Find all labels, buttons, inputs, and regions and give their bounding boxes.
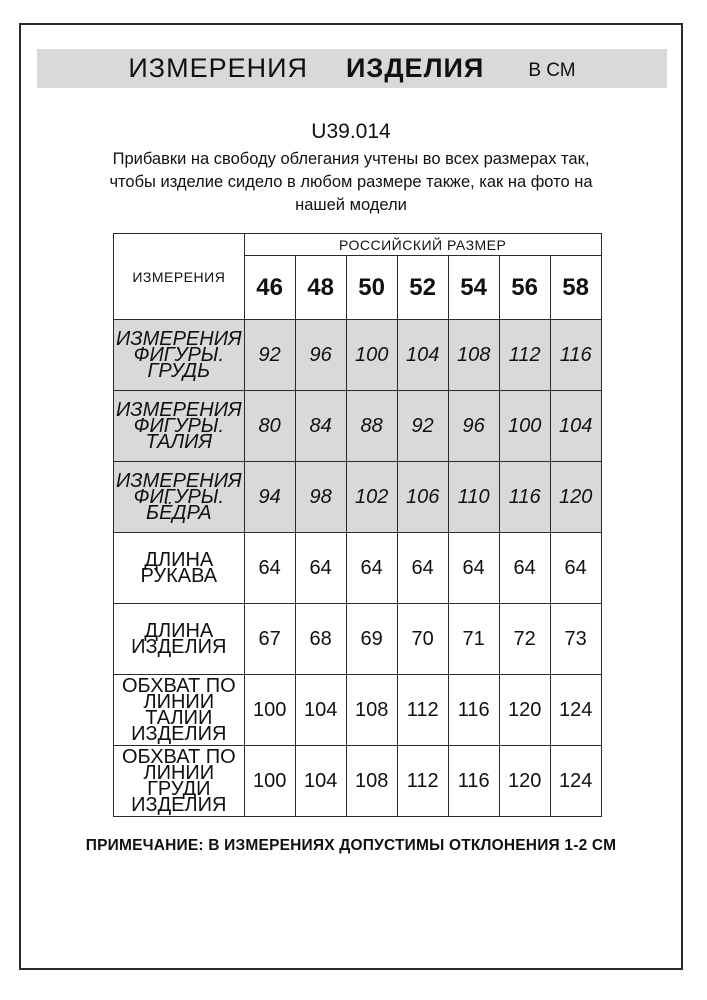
measurement-cell: 108 bbox=[346, 675, 397, 746]
measurement-cell: 92 bbox=[244, 320, 295, 391]
size-column-header-48: 48 bbox=[295, 256, 346, 320]
measurement-cell: 73 bbox=[550, 604, 601, 675]
measurement-cell: 70 bbox=[397, 604, 448, 675]
measurement-cell: 110 bbox=[448, 462, 499, 533]
measurement-cell: 124 bbox=[550, 675, 601, 746]
measurement-cell: 112 bbox=[397, 746, 448, 817]
row-label-product-length: ДЛИНА ИЗДЕЛИЯ bbox=[114, 604, 245, 675]
measurement-cell: 116 bbox=[550, 320, 601, 391]
page-border bbox=[19, 23, 683, 970]
measurement-cell: 69 bbox=[346, 604, 397, 675]
measurement-cell: 102 bbox=[346, 462, 397, 533]
measurement-cell: 104 bbox=[550, 391, 601, 462]
size-column-header-52: 52 bbox=[397, 256, 448, 320]
measurements-corner-cell: ИЗМЕРЕНИЯ bbox=[114, 234, 245, 320]
measurement-cell: 104 bbox=[295, 675, 346, 746]
row-label-figure-waist: ИЗМЕРЕНИЯ ФИГУРЫ. ТАЛИЯ bbox=[114, 391, 245, 462]
measurement-cell: 96 bbox=[448, 391, 499, 462]
row-figure-chest bbox=[114, 320, 602, 391]
measurement-cell: 94 bbox=[244, 462, 295, 533]
measurement-cell: 100 bbox=[346, 320, 397, 391]
measurement-cell: 64 bbox=[295, 533, 346, 604]
measurement-cell: 100 bbox=[499, 391, 550, 462]
measurement-cell: 84 bbox=[295, 391, 346, 462]
description-paragraph bbox=[21, 148, 681, 217]
row-product-waist-girth bbox=[114, 675, 602, 746]
measurement-cell: 68 bbox=[295, 604, 346, 675]
measurement-cell: 80 bbox=[244, 391, 295, 462]
row-figure-hips bbox=[114, 462, 602, 533]
title-product-label: ИЗДЕЛИЯ bbox=[346, 53, 485, 83]
row-label-sleeve-length: ДЛИНА РУКАВА bbox=[114, 533, 245, 604]
measurement-cell: 112 bbox=[499, 320, 550, 391]
measurement-cell: 64 bbox=[244, 533, 295, 604]
note-text: ПРИМЕЧАНИЕ: В ИЗМЕРЕНИЯХ ДОПУСТИМЫ ОТКЛОНЕНИЯ 1-2 СМ bbox=[85, 837, 617, 854]
measurement-cell: 96 bbox=[295, 320, 346, 391]
row-label-figure-chest: ИЗМЕРЕНИЯ ФИГУРЫ. ГРУДЬ bbox=[114, 320, 245, 391]
row-figure-waist bbox=[114, 391, 602, 462]
size-column-header-46: 46 bbox=[244, 256, 295, 320]
description-line-3: нашей модели bbox=[295, 196, 407, 214]
measurement-cell: 64 bbox=[448, 533, 499, 604]
product-code: U39.014 bbox=[311, 120, 391, 143]
row-product-length bbox=[114, 604, 602, 675]
measurement-cell: 100 bbox=[244, 675, 295, 746]
measurement-cell: 112 bbox=[397, 675, 448, 746]
size-column-header-56: 56 bbox=[499, 256, 550, 320]
measurement-cell: 71 bbox=[448, 604, 499, 675]
measurement-cell: 64 bbox=[346, 533, 397, 604]
measurement-cell: 67 bbox=[244, 604, 295, 675]
row-label-figure-hips: ИЗМЕРЕНИЯ ФИГУРЫ. БЁДРА bbox=[114, 462, 245, 533]
measurement-cell: 98 bbox=[295, 462, 346, 533]
measurement-cell: 108 bbox=[448, 320, 499, 391]
row-product-chest-girth bbox=[114, 746, 602, 817]
measurement-cell: 92 bbox=[397, 391, 448, 462]
row-label-product-chest-girth: ОБХВАТ ПО ЛИНИИ ГРУДИ ИЗДЕЛИЯ bbox=[114, 746, 245, 817]
title-unit-label: В СМ bbox=[528, 59, 576, 81]
measurement-cell: 64 bbox=[499, 533, 550, 604]
measurement-cell: 72 bbox=[499, 604, 550, 675]
description-line-2: чтобы изделие сидело в любом размере также, как на фото на bbox=[109, 173, 593, 191]
size-column-header-58: 58 bbox=[550, 256, 601, 320]
measurement-cell: 64 bbox=[397, 533, 448, 604]
title-bar bbox=[37, 49, 667, 88]
measurement-cell: 116 bbox=[448, 746, 499, 817]
description-line-1: Прибавки на свободу облегания учтены во всех размерах так, bbox=[112, 150, 590, 168]
row-label-product-waist-girth: ОБХВАТ ПО ЛИНИИ ТАЛИИ ИЗДЕЛИЯ bbox=[114, 675, 245, 746]
title-measurements-label: ИЗМЕРЕНИЯ bbox=[128, 53, 308, 83]
measurement-cell: 106 bbox=[397, 462, 448, 533]
measurement-cell: 104 bbox=[295, 746, 346, 817]
measurement-cell: 116 bbox=[499, 462, 550, 533]
measurement-cell: 116 bbox=[448, 675, 499, 746]
measurement-cell: 64 bbox=[550, 533, 601, 604]
size-column-header-50: 50 bbox=[346, 256, 397, 320]
measurement-cell: 104 bbox=[397, 320, 448, 391]
size-table bbox=[113, 233, 602, 817]
measurement-cell: 88 bbox=[346, 391, 397, 462]
measurement-cell: 120 bbox=[499, 746, 550, 817]
russian-size-header: РОССИЙСКИЙ РАЗМЕР bbox=[244, 234, 601, 256]
measurement-cell: 120 bbox=[550, 462, 601, 533]
measurement-cell: 100 bbox=[244, 746, 295, 817]
measurement-cell: 120 bbox=[499, 675, 550, 746]
measurement-cell: 108 bbox=[346, 746, 397, 817]
measurement-cell: 124 bbox=[550, 746, 601, 817]
table-header-group-row bbox=[114, 234, 602, 256]
row-sleeve-length bbox=[114, 533, 602, 604]
size-column-header-54: 54 bbox=[448, 256, 499, 320]
